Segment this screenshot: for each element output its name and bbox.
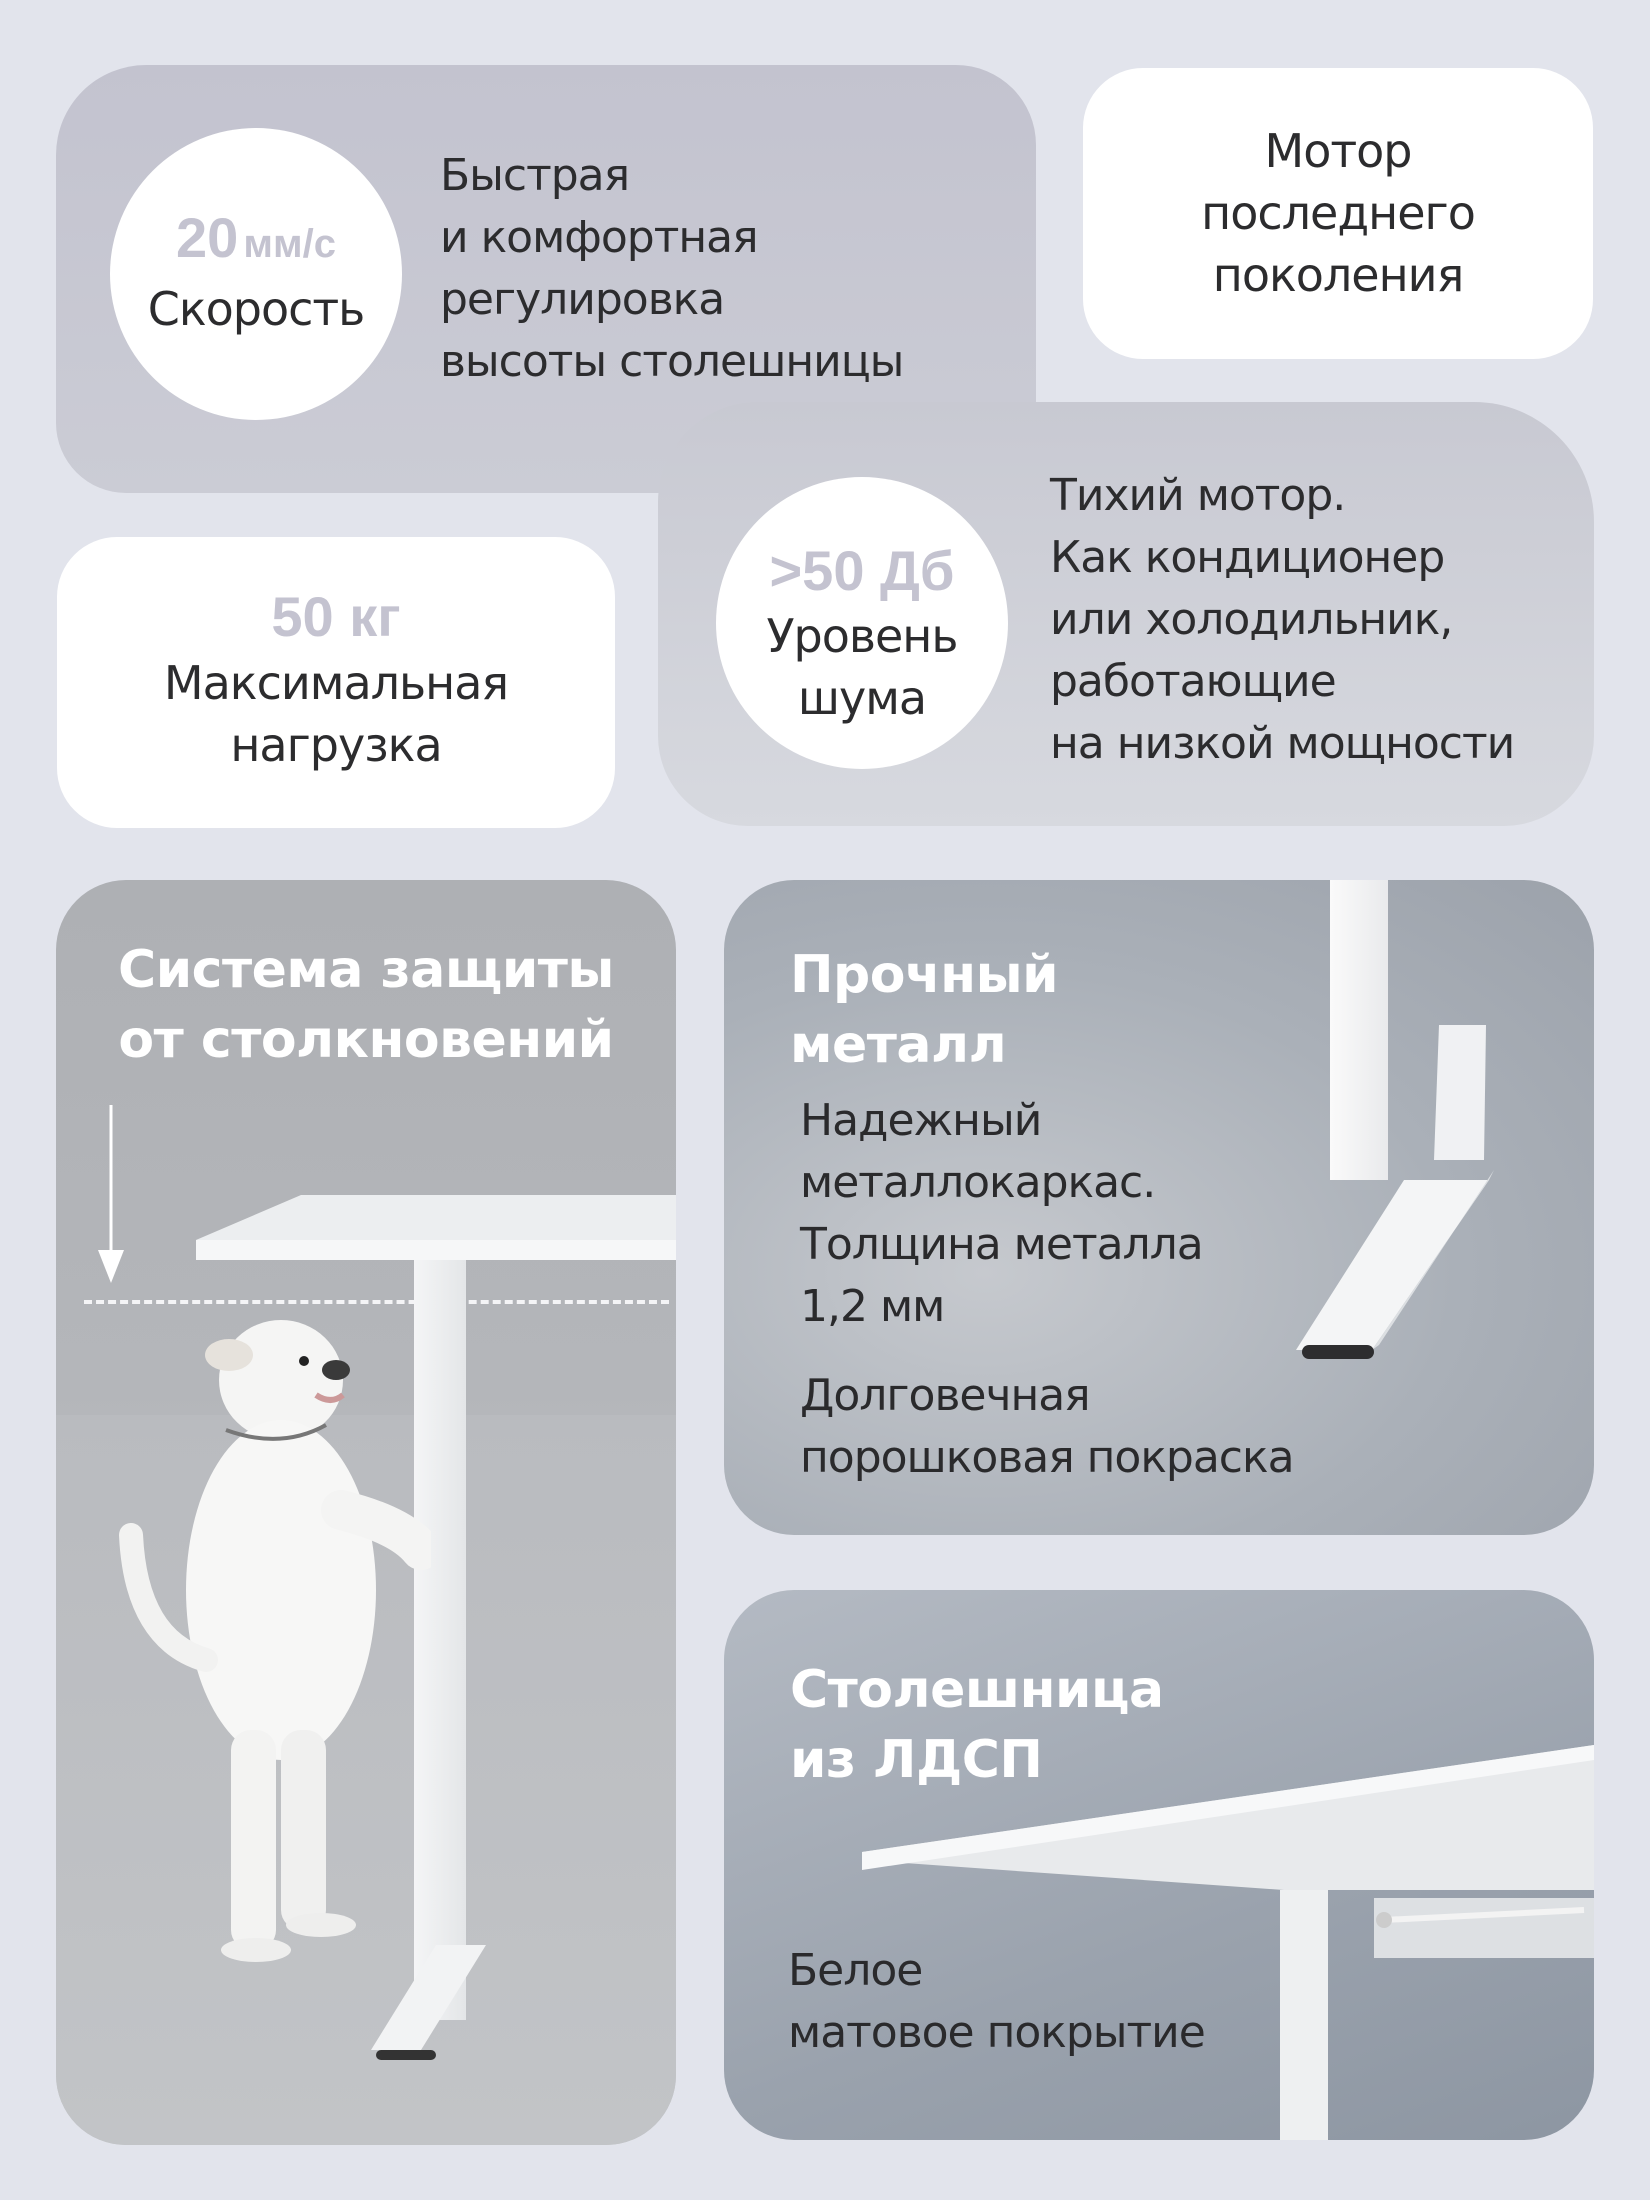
tabletop-text-line: матовое покрытие [788,2007,1205,2058]
load-value: 50 кг [271,585,401,648]
noise-line: Уровень [766,609,958,663]
motor-line: поколения [1212,248,1464,302]
tabletop-title-line: Столешница [790,1660,1164,1720]
tabletop-text-line: Белое [788,1945,923,1996]
noise-desc-line: или холодильник, [1050,594,1453,645]
motor-card [1083,68,1593,359]
noise-desc-line: работающие [1050,656,1336,707]
down-arrow-icon [94,1105,128,1285]
noise-value: >50 Дб [769,539,955,602]
strong-metal-panel [724,880,1594,1535]
motor-line: последнего [1201,186,1475,240]
collision-title-line: Система защиты [118,940,614,1000]
collision-title-line: от столкновений [118,1010,614,1070]
load-card [57,537,615,828]
tabletop-title-line: из ЛДСП [790,1730,1043,1790]
speed-desc-line: регулировка [440,274,725,325]
speed-value: 20 [176,206,239,269]
metal-text-line: Надежный [800,1095,1042,1146]
motor-line: Мотор [1264,124,1412,178]
noise-description [1050,465,1590,775]
load-line: нагрузка [230,718,442,772]
metal-text-line: Долговечная [800,1370,1090,1421]
metal-text-line: металлокаркас. [800,1157,1156,1208]
load-line: Максимальная [163,656,509,710]
speed-desc-line: высоты столешницы [440,336,904,387]
tabletop-panel [724,1590,1594,2140]
metal-title-line: металл [790,1015,1007,1075]
speed-label: Скорость [147,282,365,336]
speed-desc-line: и комфортная [440,212,758,263]
speed-badge [110,128,402,420]
metal-text-line: порошковая покраска [800,1432,1294,1483]
metal-text-line: Толщина металла [800,1219,1203,1270]
collision-protection-panel [56,880,676,2145]
noise-desc-line: на низкой мощности [1050,718,1515,769]
noise-line: шума [797,671,927,725]
speed-desc-line: Быстрая [440,150,630,201]
metal-title-line: Прочный [790,945,1059,1005]
speed-description [440,145,1000,393]
metal-text-line: 1,2 мм [800,1281,945,1332]
noise-badge [716,477,1008,769]
noise-desc-line: Тихий мотор. [1050,470,1346,521]
speed-unit: мм/с [243,222,336,266]
dog-illustration [111,1310,431,2030]
noise-desc-line: Как кондиционер [1050,532,1445,583]
